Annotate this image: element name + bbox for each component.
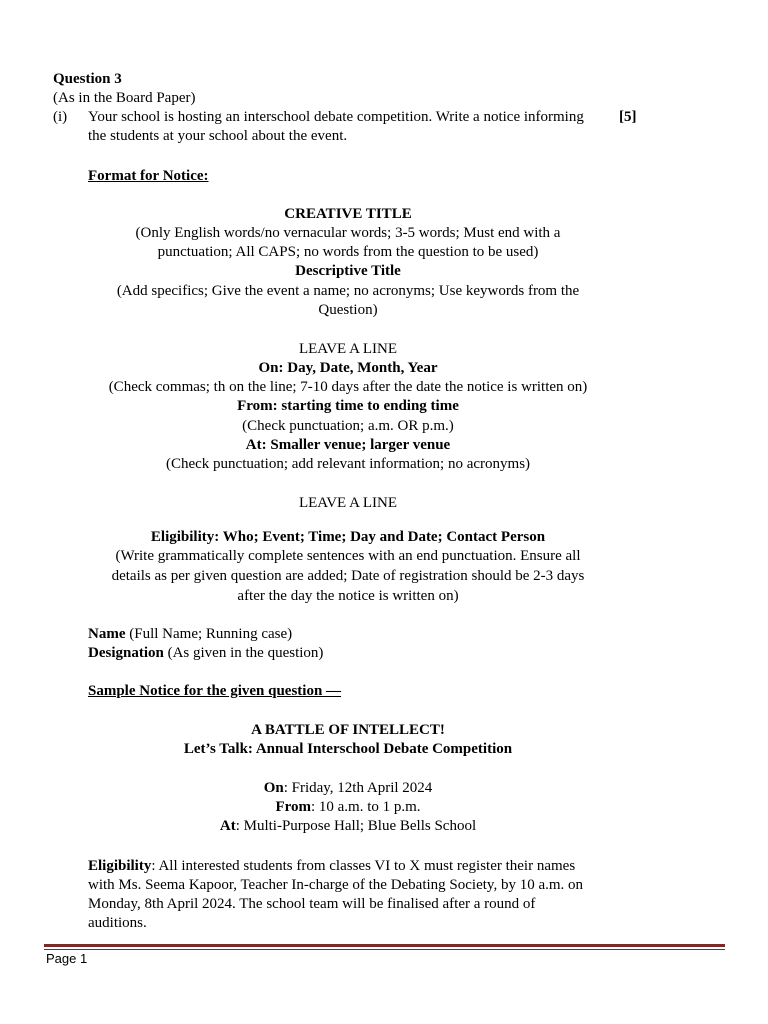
question-marks: [5]: [619, 109, 637, 125]
sample-title: A BATTLE OF INTELLECT!: [251, 722, 445, 738]
sample-eligibility-label: Eligibility: [88, 858, 152, 874]
sample-heading: Sample Notice for the given question —: [88, 683, 342, 699]
designation-note: (As given in the question): [163, 645, 324, 661]
format-at-note: (Check punctuation; add relevant information; no acronyms): [165, 456, 531, 472]
sample-at-value: : Multi-Purpose Hall; Blue Bells School: [235, 818, 477, 834]
sample-on-label: On: [263, 780, 284, 796]
name-label: Name: [88, 626, 126, 642]
footer-rule-thick: [44, 944, 725, 947]
format-eligibility-note-line1: (Write grammatically complete sentences with an end punctuation. Ensure all: [115, 548, 581, 564]
sample-eligibility-line1: [88, 857, 575, 876]
format-eligibility-note-line3: after the day the notice is written on): [237, 588, 459, 604]
question-source: (As in the Board Paper): [53, 90, 196, 106]
creative-title-note-line2: punctuation; All CAPS; no words from the question to be used): [157, 244, 539, 260]
sample-from-value: : 10 a.m. to 1 p.m.: [310, 799, 421, 815]
format-name-line: [88, 625, 292, 644]
question-text-line1: Your school is hosting an interschool debate competition. Write a notice informing: [88, 109, 584, 125]
sample-at-line: [88, 817, 608, 836]
name-note: (Full Name; Running case): [125, 626, 293, 642]
question-heading: Question 3: [53, 71, 122, 87]
sample-eligibility-line2: with Ms. Seema Kapoor, Teacher In-charge of the Debating Society, by 10 a.m. on: [88, 877, 584, 893]
format-designation-line: [88, 644, 323, 663]
descriptive-title-note-line1: (Add specifics; Give the event a name; no acronyms; Use keywords from the: [116, 283, 580, 299]
descriptive-title-label: Descriptive Title: [295, 263, 401, 279]
format-from-line: From: starting time to ending time: [237, 398, 459, 414]
format-on-note: (Check commas; th on the line; 7-10 days after the date the notice is written on): [108, 379, 588, 395]
format-at-line: At: Smaller venue; larger venue: [245, 437, 451, 453]
sample-from-label: From: [275, 799, 311, 815]
descriptive-title-note-line2: Question): [318, 302, 378, 318]
creative-title-label: CREATIVE TITLE: [284, 206, 412, 222]
leave-a-line-1: LEAVE A LINE: [298, 341, 398, 357]
format-on-line: On: Day, Date, Month, Year: [258, 360, 438, 376]
designation-label: Designation: [88, 645, 164, 661]
format-from-note: (Check punctuation; a.m. OR p.m.): [242, 418, 454, 434]
format-heading: Format for Notice:: [88, 168, 209, 184]
sample-at-label: At: [219, 818, 236, 834]
question-text-line2: the students at your school about the event.: [88, 128, 348, 144]
sample-eligibility-line3: Monday, 8th April 2024. The school team will be finalised after a round of: [88, 896, 536, 912]
question-number: (i): [53, 109, 68, 125]
format-eligibility-note-line2: details as per given question are added; Date of registration should be 2-3 days: [111, 568, 585, 584]
format-eligibility-line: Eligibility: Who; Event; Time; Day and Date; Contact Person: [150, 529, 546, 545]
sample-eligibility-text1: : All interested students from classes VI to X must register their names: [151, 858, 576, 874]
sample-subtitle: Let’s Talk: Annual Interschool Debate Competition: [183, 741, 513, 757]
sample-on-value: : Friday, 12th April 2024: [283, 780, 433, 796]
sample-eligibility-line4: auditions.: [88, 915, 147, 931]
leave-a-line-2: LEAVE A LINE: [298, 495, 398, 511]
creative-title-note-line1: (Only English words/no vernacular words; 3-5 words; Must end with a: [135, 225, 561, 241]
page-number: Page 1: [46, 951, 88, 966]
footer-rule-thin: [44, 949, 725, 950]
sample-from-line: [88, 798, 608, 817]
sample-on-line: [88, 779, 608, 798]
